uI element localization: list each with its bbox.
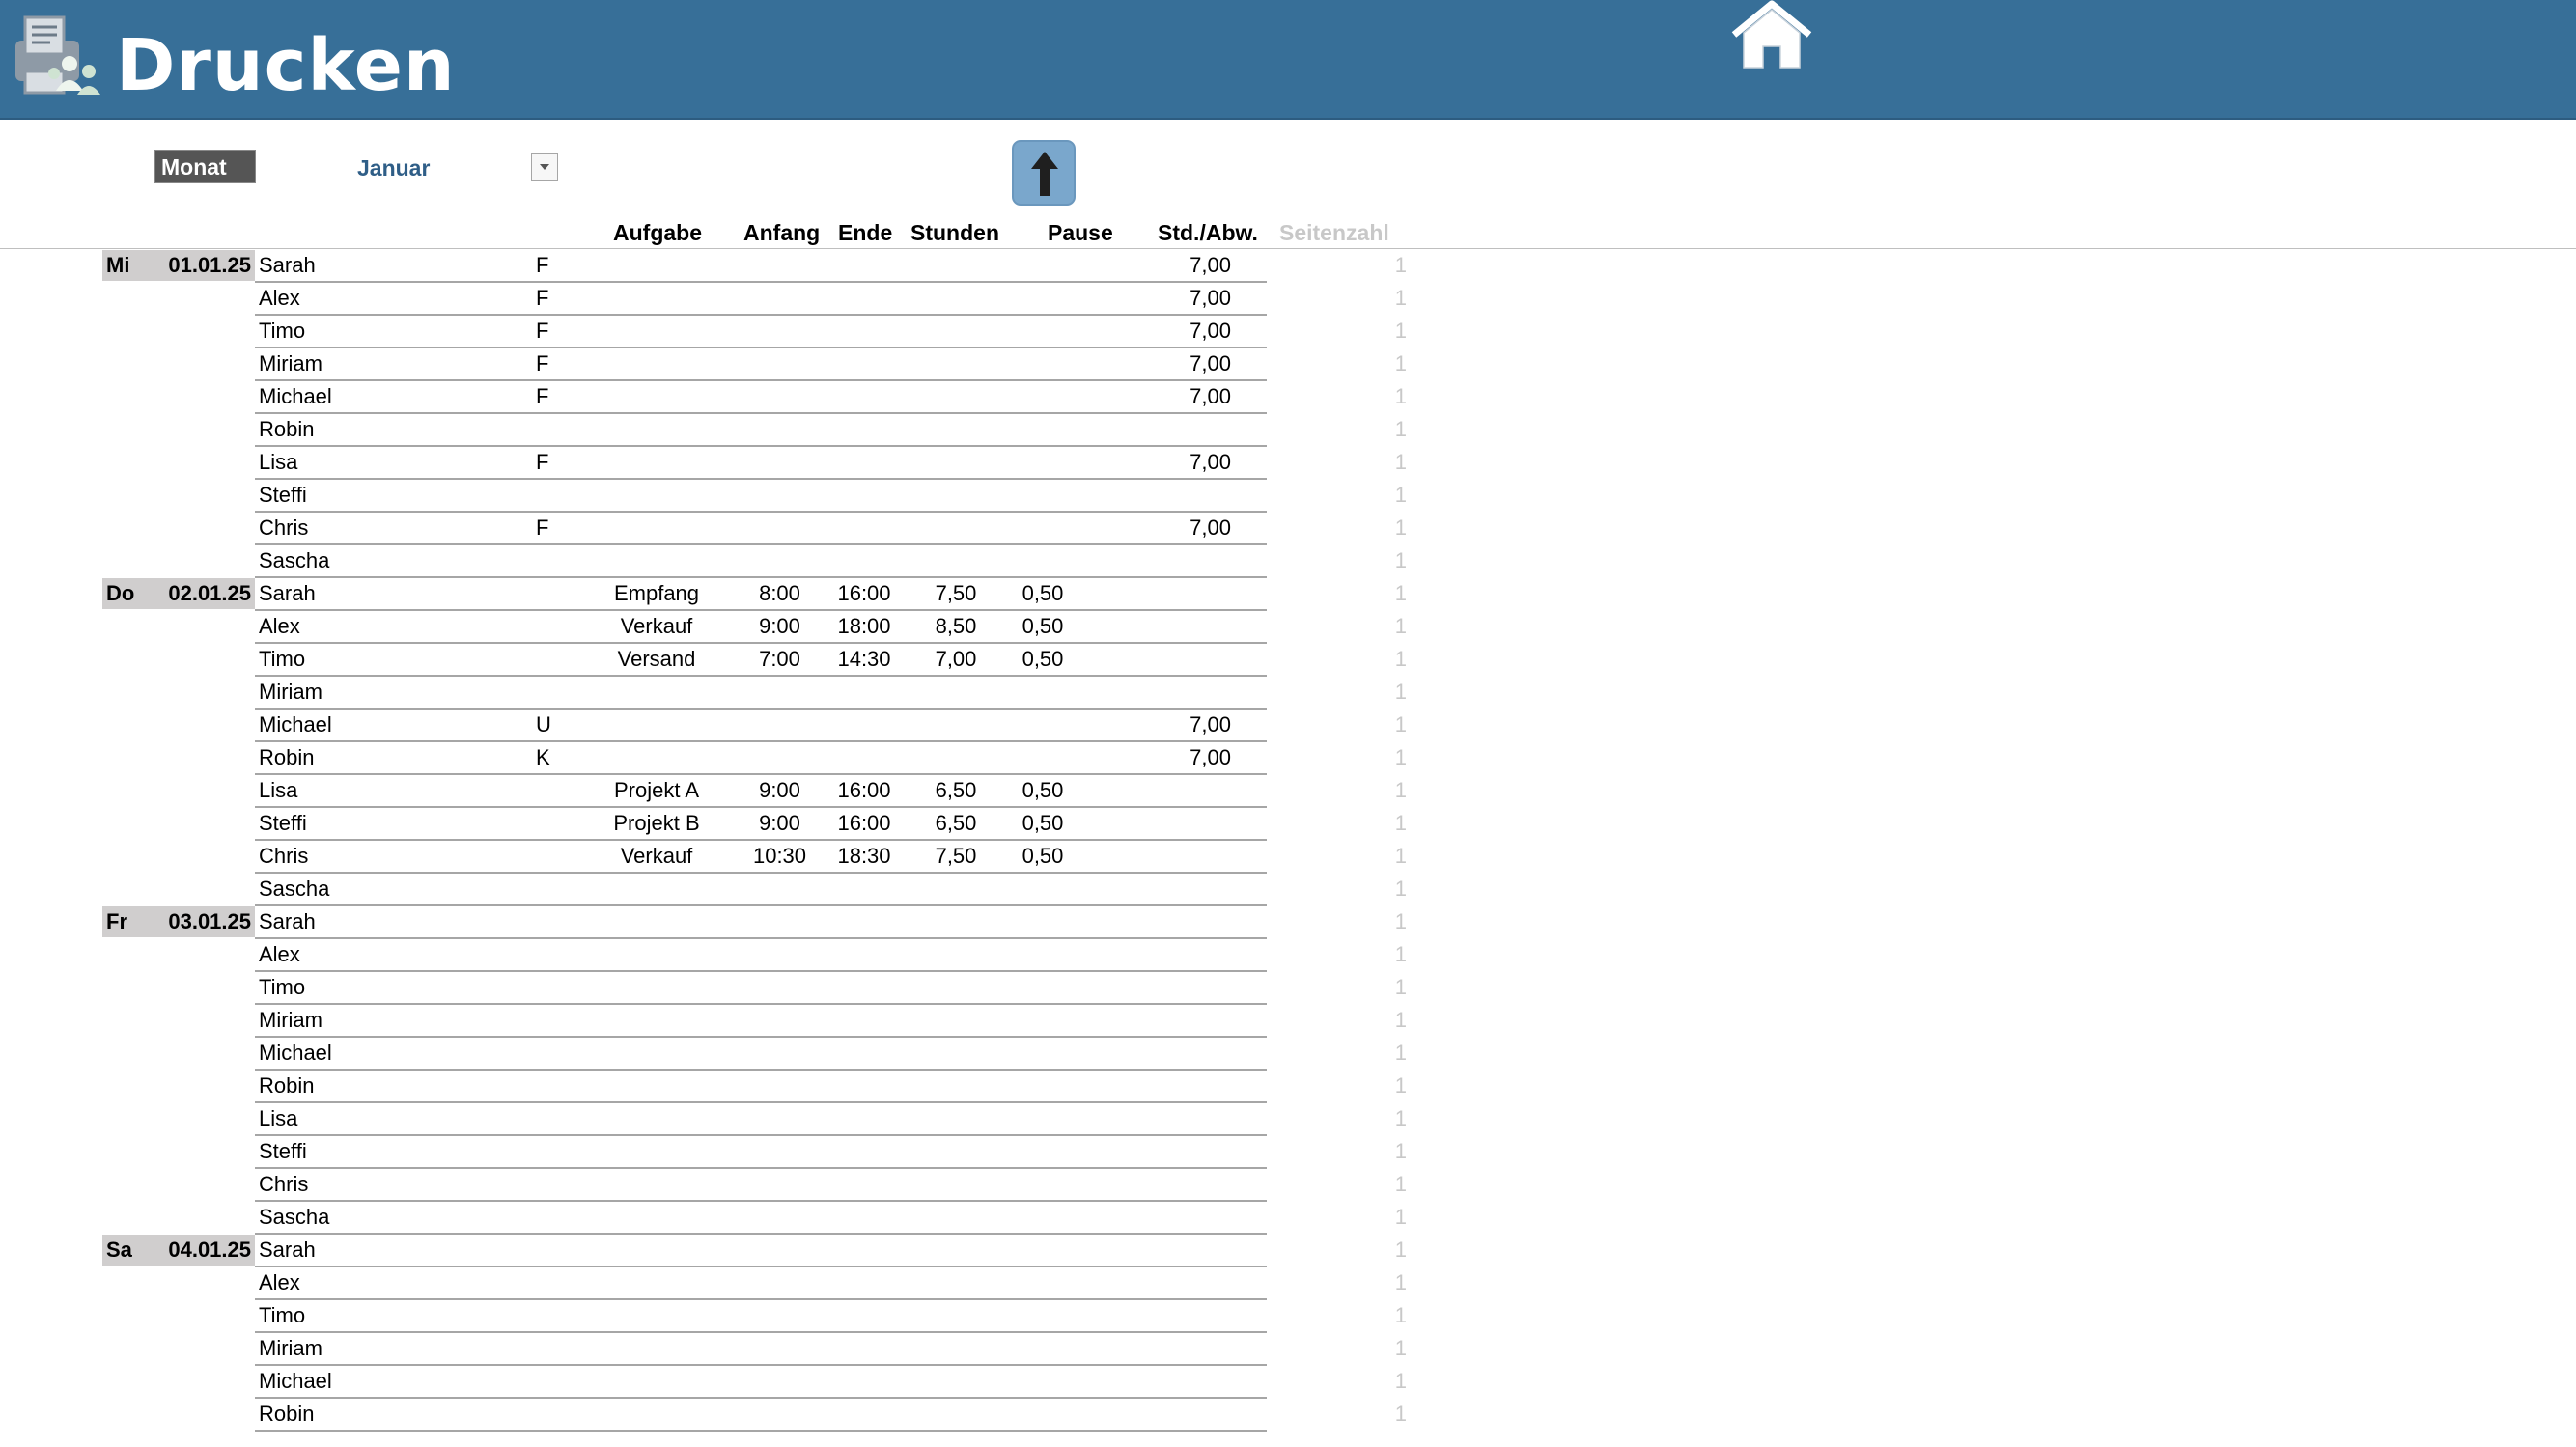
arrow-up-icon — [1029, 150, 1060, 198]
page-number-cell[interactable]: 1 — [1394, 1402, 1407, 1426]
start-time-cell[interactable]: 8:00 — [759, 581, 800, 605]
name-cell[interactable]: Michael — [259, 712, 332, 737]
page-number-cell[interactable]: 1 — [1394, 483, 1407, 507]
name-cell[interactable]: Michael — [259, 1041, 332, 1065]
column-header-task: Aufgabe — [613, 220, 702, 245]
page-number-cell[interactable]: 1 — [1394, 417, 1407, 441]
table-row — [0, 1366, 1448, 1399]
absence-code-cell[interactable]: F — [536, 253, 549, 277]
pause-cell[interactable]: 0,50 — [1022, 844, 1064, 868]
task-cell[interactable]: Verkauf — [620, 614, 693, 638]
name-cell[interactable]: Miriam — [259, 680, 322, 704]
std-abw-cell[interactable]: 7,00 — [1190, 712, 1231, 737]
start-time-cell[interactable]: 9:00 — [759, 811, 800, 835]
page-number-cell[interactable]: 1 — [1394, 1270, 1407, 1294]
name-cell[interactable]: Sarah — [259, 253, 316, 277]
page-number-cell[interactable]: 1 — [1394, 975, 1407, 999]
name-cell[interactable]: Alex — [259, 286, 300, 310]
date-cell: 03.01.25 — [168, 909, 251, 933]
table-row — [0, 841, 1448, 874]
name-cell[interactable]: Robin — [259, 417, 315, 441]
page-number-cell[interactable]: 1 — [1394, 351, 1407, 376]
name-cell[interactable]: Alex — [259, 614, 300, 638]
page-number-cell[interactable]: 1 — [1394, 286, 1407, 310]
date-cell: 02.01.25 — [168, 581, 251, 605]
page-number-cell[interactable]: 1 — [1394, 581, 1407, 605]
name-cell[interactable]: Miriam — [259, 351, 322, 376]
page-number-cell[interactable]: 1 — [1394, 515, 1407, 540]
table-row — [0, 1300, 1448, 1333]
name-cell[interactable]: Robin — [259, 1073, 315, 1098]
page-number-cell[interactable]: 1 — [1394, 647, 1407, 671]
absence-code-cell[interactable]: F — [536, 286, 549, 310]
absence-code-cell[interactable]: F — [536, 319, 549, 343]
page-number-cell[interactable]: 1 — [1394, 745, 1407, 769]
name-cell[interactable]: Steffi — [259, 483, 307, 507]
std-abw-cell[interactable]: 7,00 — [1190, 450, 1231, 474]
page-number-cell[interactable]: 1 — [1394, 712, 1407, 737]
absence-code-cell[interactable]: U — [536, 712, 551, 737]
scroll-up-button[interactable] — [1012, 140, 1076, 206]
hours-cell[interactable]: 6,50 — [935, 778, 977, 802]
table-row — [0, 775, 1448, 808]
weekday-cell: Sa — [106, 1238, 132, 1262]
task-cell[interactable]: Projekt B — [613, 811, 700, 835]
pause-cell[interactable]: 0,50 — [1022, 581, 1064, 605]
page-number-cell[interactable]: 1 — [1394, 1336, 1407, 1360]
absence-code-cell[interactable]: K — [536, 745, 550, 769]
page-number-cell[interactable]: 1 — [1394, 1303, 1407, 1327]
name-cell[interactable]: Steffi — [259, 1139, 307, 1163]
table-row — [0, 972, 1448, 1005]
name-cell[interactable]: Timo — [259, 319, 306, 343]
column-header-end: Ende — [838, 220, 893, 245]
page-number-cell[interactable]: 1 — [1394, 1205, 1407, 1229]
page-title: Drucken — [116, 24, 456, 107]
table-row — [0, 414, 1448, 447]
std-abw-cell[interactable]: 7,00 — [1190, 351, 1231, 376]
print-icon — [6, 14, 106, 100]
table-row — [0, 1202, 1448, 1235]
name-cell[interactable]: Timo — [259, 647, 306, 671]
table-row — [0, 1005, 1448, 1038]
name-cell[interactable]: Sascha — [259, 877, 330, 901]
std-abw-cell[interactable]: 7,00 — [1190, 745, 1231, 769]
page-number-cell[interactable]: 1 — [1394, 909, 1407, 933]
task-cell[interactable]: Empfang — [613, 581, 700, 605]
pause-cell[interactable]: 0,50 — [1022, 811, 1064, 835]
table-row — [0, 644, 1448, 677]
table-row — [0, 381, 1448, 414]
hours-cell[interactable]: 8,50 — [935, 614, 977, 638]
page-number-cell[interactable]: 1 — [1394, 844, 1407, 868]
table-row — [0, 480, 1448, 513]
chevron-down-icon — [540, 164, 549, 170]
table-row — [0, 348, 1448, 381]
std-abw-cell[interactable]: 7,00 — [1190, 286, 1231, 310]
row-divider — [255, 1430, 1267, 1432]
table-row — [0, 906, 1448, 939]
end-time-cell[interactable]: 16:00 — [837, 811, 891, 835]
start-time-cell[interactable]: 10:30 — [752, 844, 807, 868]
table-row — [0, 808, 1448, 841]
page-number-cell[interactable]: 1 — [1394, 877, 1407, 901]
month-select[interactable] — [319, 150, 560, 183]
name-cell[interactable]: Sarah — [259, 1238, 316, 1262]
name-cell[interactable]: Timo — [259, 1303, 306, 1327]
absence-code-cell[interactable]: F — [536, 515, 549, 540]
name-cell[interactable]: Alex — [259, 1270, 300, 1294]
table-row — [0, 1103, 1448, 1136]
std-abw-cell[interactable]: 7,00 — [1190, 319, 1231, 343]
table-row — [0, 710, 1448, 742]
name-cell[interactable]: Steffi — [259, 811, 307, 835]
page-number-cell[interactable]: 1 — [1394, 450, 1407, 474]
date-cell: 01.01.25 — [168, 253, 251, 277]
table-row — [0, 939, 1448, 972]
end-time-cell[interactable]: 14:30 — [837, 647, 891, 671]
header-rule — [0, 248, 2576, 249]
end-time-cell[interactable]: 18:00 — [837, 614, 891, 638]
name-cell[interactable]: Timo — [259, 975, 306, 999]
page-number-cell[interactable]: 1 — [1394, 614, 1407, 638]
header-divider — [0, 118, 2576, 120]
end-time-cell[interactable]: 16:00 — [837, 778, 891, 802]
name-cell[interactable]: Lisa — [259, 450, 298, 474]
table-row — [0, 250, 1448, 283]
std-abw-cell[interactable]: 7,00 — [1190, 253, 1231, 277]
name-cell[interactable]: Lisa — [259, 778, 298, 802]
page-number-cell[interactable]: 1 — [1394, 778, 1407, 802]
table-row — [0, 316, 1448, 348]
page-number-cell[interactable]: 1 — [1394, 1369, 1407, 1393]
std-abw-cell[interactable]: 7,00 — [1190, 515, 1231, 540]
page-number-cell[interactable]: 1 — [1394, 1172, 1407, 1196]
name-cell[interactable]: Michael — [259, 384, 332, 408]
month-value: Januar — [357, 155, 431, 181]
column-header-pause: Pause — [1048, 220, 1113, 245]
hours-cell[interactable]: 6,50 — [935, 811, 977, 835]
page-number-cell[interactable]: 1 — [1394, 548, 1407, 572]
absence-code-cell[interactable]: F — [536, 351, 549, 376]
name-cell[interactable]: Michael — [259, 1369, 332, 1393]
hours-cell[interactable]: 7,50 — [935, 581, 977, 605]
table-row — [0, 1333, 1448, 1366]
name-cell[interactable]: Chris — [259, 1172, 309, 1196]
page-number-cell[interactable]: 1 — [1394, 680, 1407, 704]
name-cell[interactable]: Robin — [259, 1402, 315, 1426]
pause-cell[interactable]: 0,50 — [1022, 778, 1064, 802]
column-header-start: Anfang — [743, 220, 821, 245]
month-dropdown-button[interactable] — [531, 153, 558, 181]
column-header-std-abw: Std./Abw. — [1158, 220, 1258, 245]
table-row — [0, 1136, 1448, 1169]
page-number-cell[interactable]: 1 — [1394, 1041, 1407, 1065]
month-label: Monat — [154, 150, 256, 183]
hours-cell[interactable]: 7,50 — [935, 844, 977, 868]
name-cell[interactable]: Lisa — [259, 1106, 298, 1130]
task-cell[interactable]: Projekt A — [613, 778, 700, 802]
table-row — [0, 1399, 1448, 1432]
end-time-cell[interactable]: 18:30 — [837, 844, 891, 868]
table-row — [0, 513, 1448, 545]
name-cell[interactable]: Chris — [259, 844, 309, 868]
table-row — [0, 545, 1448, 578]
home-icon[interactable] — [1728, 0, 1815, 73]
weekday-cell: Mi — [106, 253, 130, 277]
page-number-cell[interactable]: 1 — [1394, 1106, 1407, 1130]
name-cell[interactable]: Alex — [259, 942, 300, 966]
page-number-cell[interactable]: 1 — [1394, 942, 1407, 966]
date-cell: 04.01.25 — [168, 1238, 251, 1262]
name-cell[interactable]: Sarah — [259, 909, 316, 933]
name-cell[interactable]: Sarah — [259, 581, 316, 605]
table-row — [0, 677, 1448, 710]
page-number-cell[interactable]: 1 — [1394, 1139, 1407, 1163]
weekday-cell: Do — [106, 581, 135, 605]
pause-cell[interactable]: 0,50 — [1022, 614, 1064, 638]
table-row — [0, 1071, 1448, 1103]
name-cell[interactable]: Miriam — [259, 1008, 322, 1032]
table-row — [0, 1169, 1448, 1202]
absence-code-cell[interactable]: F — [536, 384, 549, 408]
name-cell[interactable]: Robin — [259, 745, 315, 769]
page-number-cell[interactable]: 1 — [1394, 811, 1407, 835]
name-cell[interactable]: Sascha — [259, 1205, 330, 1229]
column-header-page: Seitenzahl — [1279, 220, 1389, 245]
page-number-cell[interactable]: 1 — [1394, 253, 1407, 277]
start-time-cell[interactable]: 9:00 — [759, 778, 800, 802]
page-number-cell[interactable]: 1 — [1394, 1008, 1407, 1032]
std-abw-cell[interactable]: 7,00 — [1190, 384, 1231, 408]
table-row — [0, 578, 1448, 611]
name-cell[interactable]: Miriam — [259, 1336, 322, 1360]
start-time-cell[interactable]: 7:00 — [759, 647, 800, 671]
start-time-cell[interactable]: 9:00 — [759, 614, 800, 638]
page-number-cell[interactable]: 1 — [1394, 1073, 1407, 1098]
end-time-cell[interactable]: 16:00 — [837, 581, 891, 605]
table-row — [0, 447, 1448, 480]
absence-code-cell[interactable]: F — [536, 450, 549, 474]
table-row — [0, 1235, 1448, 1267]
task-cell[interactable]: Verkauf — [620, 844, 693, 868]
table-row — [0, 1267, 1448, 1300]
table-row — [0, 611, 1448, 644]
page-number-cell[interactable]: 1 — [1394, 319, 1407, 343]
title-bar — [0, 0, 2576, 118]
page-number-cell[interactable]: 1 — [1394, 384, 1407, 408]
name-cell[interactable]: Sascha — [259, 548, 330, 572]
task-cell[interactable]: Versand — [617, 647, 696, 671]
table-row — [0, 742, 1448, 775]
name-cell[interactable]: Chris — [259, 515, 309, 540]
table-row — [0, 874, 1448, 906]
column-header-hours: Stunden — [910, 220, 999, 245]
pause-cell[interactable]: 0,50 — [1022, 647, 1064, 671]
hours-cell[interactable]: 7,00 — [935, 647, 977, 671]
weekday-cell: Fr — [106, 909, 127, 933]
page-number-cell[interactable]: 1 — [1394, 1238, 1407, 1262]
table-row — [0, 283, 1448, 316]
table-row — [0, 1038, 1448, 1071]
